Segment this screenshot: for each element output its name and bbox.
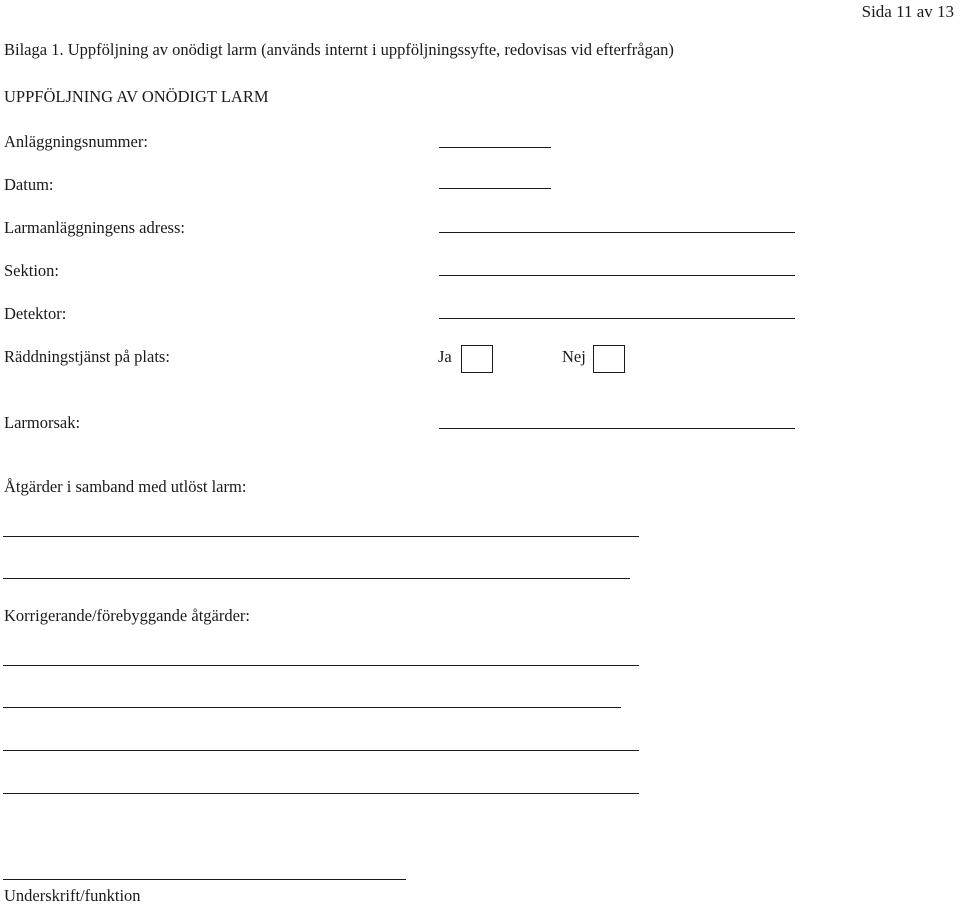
no-checkbox[interactable]	[593, 345, 625, 373]
signature-line[interactable]	[3, 879, 406, 880]
atgarder-heading: Åtgärder i samband med utlöst larm:	[4, 477, 247, 496]
page-number: Sida 11 av 13	[861, 2, 954, 21]
atgarder-line[interactable]	[3, 536, 639, 537]
intro-text: Bilaga 1. Uppföljning av onödigt larm (används internt i uppföljningssyfte, redovisas vid efterfrågan)	[4, 40, 674, 59]
form-heading: UPPFÖLJNING AV ONÖDIGT LARM	[4, 87, 269, 106]
anlaggningsnummer-label: Anläggningsnummer:	[4, 132, 148, 151]
korrigerande-line[interactable]	[3, 707, 621, 708]
sektion-field[interactable]	[439, 275, 795, 276]
atgarder-line[interactable]	[3, 578, 630, 579]
korrigerande-line[interactable]	[3, 665, 639, 666]
korrigerande-line[interactable]	[3, 750, 639, 751]
raddningstjanst-label: Räddningstjänst på plats:	[4, 347, 170, 366]
no-label: Nej	[562, 347, 586, 366]
adress-label: Larmanläggningens adress:	[4, 218, 185, 237]
yes-checkbox[interactable]	[461, 345, 493, 373]
larmorsak-label: Larmorsak:	[4, 413, 81, 432]
adress-field[interactable]	[439, 232, 795, 233]
datum-field[interactable]	[439, 188, 551, 189]
korrigerande-heading: Korrigerande/förebyggande åtgärder:	[4, 606, 251, 625]
anlaggningsnummer-field[interactable]	[439, 147, 551, 148]
signature-label: Underskrift/funktion	[4, 886, 141, 905]
detektor-field[interactable]	[439, 318, 795, 319]
detektor-label: Detektor:	[4, 304, 67, 323]
larmorsak-field[interactable]	[439, 428, 795, 429]
yes-label: Ja	[438, 347, 452, 366]
datum-label: Datum:	[4, 175, 54, 194]
sektion-label: Sektion:	[4, 261, 60, 280]
korrigerande-line[interactable]	[3, 793, 639, 794]
